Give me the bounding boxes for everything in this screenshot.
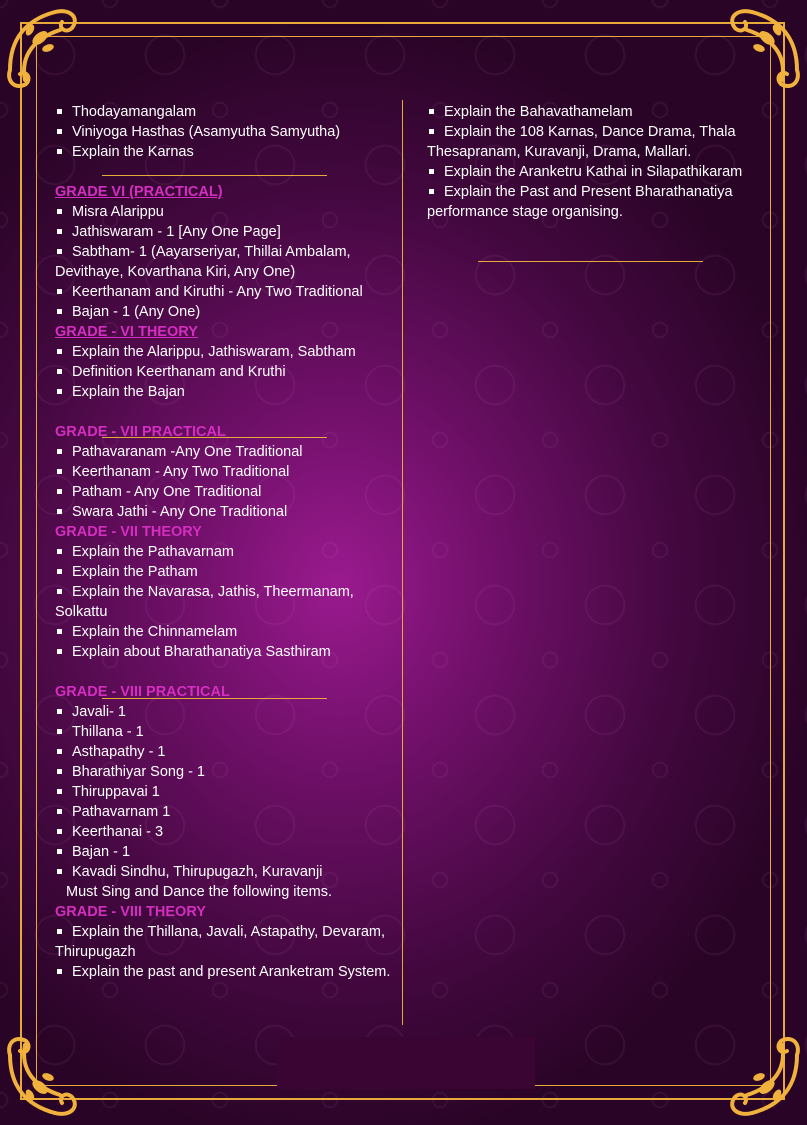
list-item: Pathavarnam 1 — [55, 802, 395, 822]
bullet-icon — [57, 289, 62, 294]
section-rule — [478, 261, 703, 262]
list-item: Bharathiyar Song - 1 — [55, 762, 395, 782]
left-column — [55, 102, 395, 982]
list-item: Jathiswaram - 1 [Any One Page] — [55, 222, 395, 242]
list-item: Javali- 1 — [55, 702, 395, 722]
bullet-icon — [429, 109, 434, 114]
bullet-icon — [57, 829, 62, 834]
bullet-icon — [429, 129, 434, 134]
list-item: Pathavaranam -Any One Traditional — [55, 442, 395, 462]
bullet-icon — [57, 569, 62, 574]
grade8-practical-note: Must Sing and Dance the following items. — [66, 884, 332, 900]
list-item: Bajan - 1 — [55, 842, 395, 862]
bullet-icon — [57, 489, 62, 494]
corner-ornament-bottom-left — [0, 1025, 100, 1125]
bullet-icon — [57, 589, 62, 594]
list-item: Explain the Aranketru Kathai in Silapathikaram — [427, 162, 757, 182]
bullet-icon — [57, 649, 62, 654]
list-item: Definition Keerthanam and Kruthi — [55, 362, 395, 382]
bullet-icon — [57, 809, 62, 814]
grade7-practical-heading: GRADE - VII PRACTICAL — [55, 424, 226, 440]
list-item: Explain the Pathavarnam — [55, 542, 395, 562]
list-item: Explain the Patham — [55, 562, 395, 582]
bullet-icon — [429, 169, 434, 174]
list-item: Explain the 108 Karnas, Dance Drama, Thala Thesapranam, Kuravanji, Drama, Mallari. — [427, 124, 736, 160]
list-item: Keerthanam and Kiruthi - Any Two Traditional — [55, 282, 395, 302]
bullet-icon — [57, 389, 62, 394]
list-item: Keerthanam - Any Two Traditional — [55, 462, 395, 482]
list-item: Explain the Past and Present Bharathanatiya performance stage organising. — [427, 184, 733, 220]
grade8-practical-heading: GRADE - VIII PRACTICAL — [55, 684, 230, 700]
list-item: Explain the Navarasa, Jathis, Theermanam, Solkattu — [55, 584, 354, 620]
list-item: Explain the past and present Aranketram System. — [55, 962, 395, 982]
bullet-icon — [57, 749, 62, 754]
bottom-dark-band — [277, 1037, 535, 1089]
bullet-icon — [57, 769, 62, 774]
list-item: Bajan - 1 (Any One) — [55, 302, 395, 322]
bullet-icon — [57, 789, 62, 794]
right-column — [427, 102, 757, 222]
list-item: Kavadi Sindhu, Thirupugazh, Kuravanji — [55, 862, 395, 882]
bullet-icon — [57, 369, 62, 374]
list-item: Viniyoga Hasthas (Asamyutha Samyutha) — [55, 122, 395, 142]
list-item: Explain the Chinnamelam — [55, 622, 395, 642]
column-divider — [402, 100, 403, 1025]
list-item: Explain the Bajan — [55, 382, 395, 402]
bullet-icon — [57, 249, 62, 254]
list-item: Patham - Any One Traditional — [55, 482, 395, 502]
list-item: Sabtham- 1 (Aayarseriyar, Thillai Ambalam, Devithaye, Kovarthana Kiri, Any One) — [55, 244, 351, 280]
list-item: Thiruppavai 1 — [55, 782, 395, 802]
corner-ornament-top-left — [0, 0, 100, 100]
bullet-icon — [57, 549, 62, 554]
bullet-icon — [57, 929, 62, 934]
bullet-icon — [57, 109, 62, 114]
list-item: Thodayamangalam — [55, 102, 395, 122]
bullet-icon — [57, 229, 62, 234]
bullet-icon — [57, 349, 62, 354]
list-item: Misra Alarippu — [55, 202, 395, 222]
bullet-icon — [57, 729, 62, 734]
grade7-theory-heading: GRADE - VII THEORY — [55, 524, 202, 540]
grade6-practical-heading: GRADE VI (PRACTICAL) — [55, 184, 223, 200]
list-item: Explain the Alarippu, Jathiswaram, Sabtham — [55, 342, 395, 362]
bullet-icon — [57, 309, 62, 314]
corner-ornament-top-right — [707, 0, 807, 100]
bullet-icon — [429, 189, 434, 194]
list-item: Explain about Bharathanatiya Sasthiram — [55, 642, 395, 662]
list-item: Explain the Karnas — [55, 142, 395, 162]
bullet-icon — [57, 209, 62, 214]
bullet-icon — [57, 629, 62, 634]
list-item: Swara Jathi - Any One Traditional — [55, 502, 395, 522]
grade6-theory-heading: GRADE - VI THEORY — [55, 324, 198, 340]
list-item: Asthapathy - 1 — [55, 742, 395, 762]
grade8-theory-heading: GRADE - VIII THEORY — [55, 904, 206, 920]
bullet-icon — [57, 969, 62, 974]
bullet-icon — [57, 149, 62, 154]
bullet-icon — [57, 129, 62, 134]
bullet-icon — [57, 869, 62, 874]
bullet-icon — [57, 849, 62, 854]
bullet-icon — [57, 509, 62, 514]
list-item: Thillana - 1 — [55, 722, 395, 742]
bullet-icon — [57, 709, 62, 714]
corner-ornament-bottom-right — [707, 1025, 807, 1125]
list-item: Explain the Thillana, Javali, Astapathy, Devaram, Thirupugazh — [55, 924, 385, 960]
bullet-icon — [57, 469, 62, 474]
bullet-icon — [57, 449, 62, 454]
list-item: Keerthanai - 3 — [55, 822, 395, 842]
list-item: Explain the Bahavathamelam — [427, 102, 757, 122]
